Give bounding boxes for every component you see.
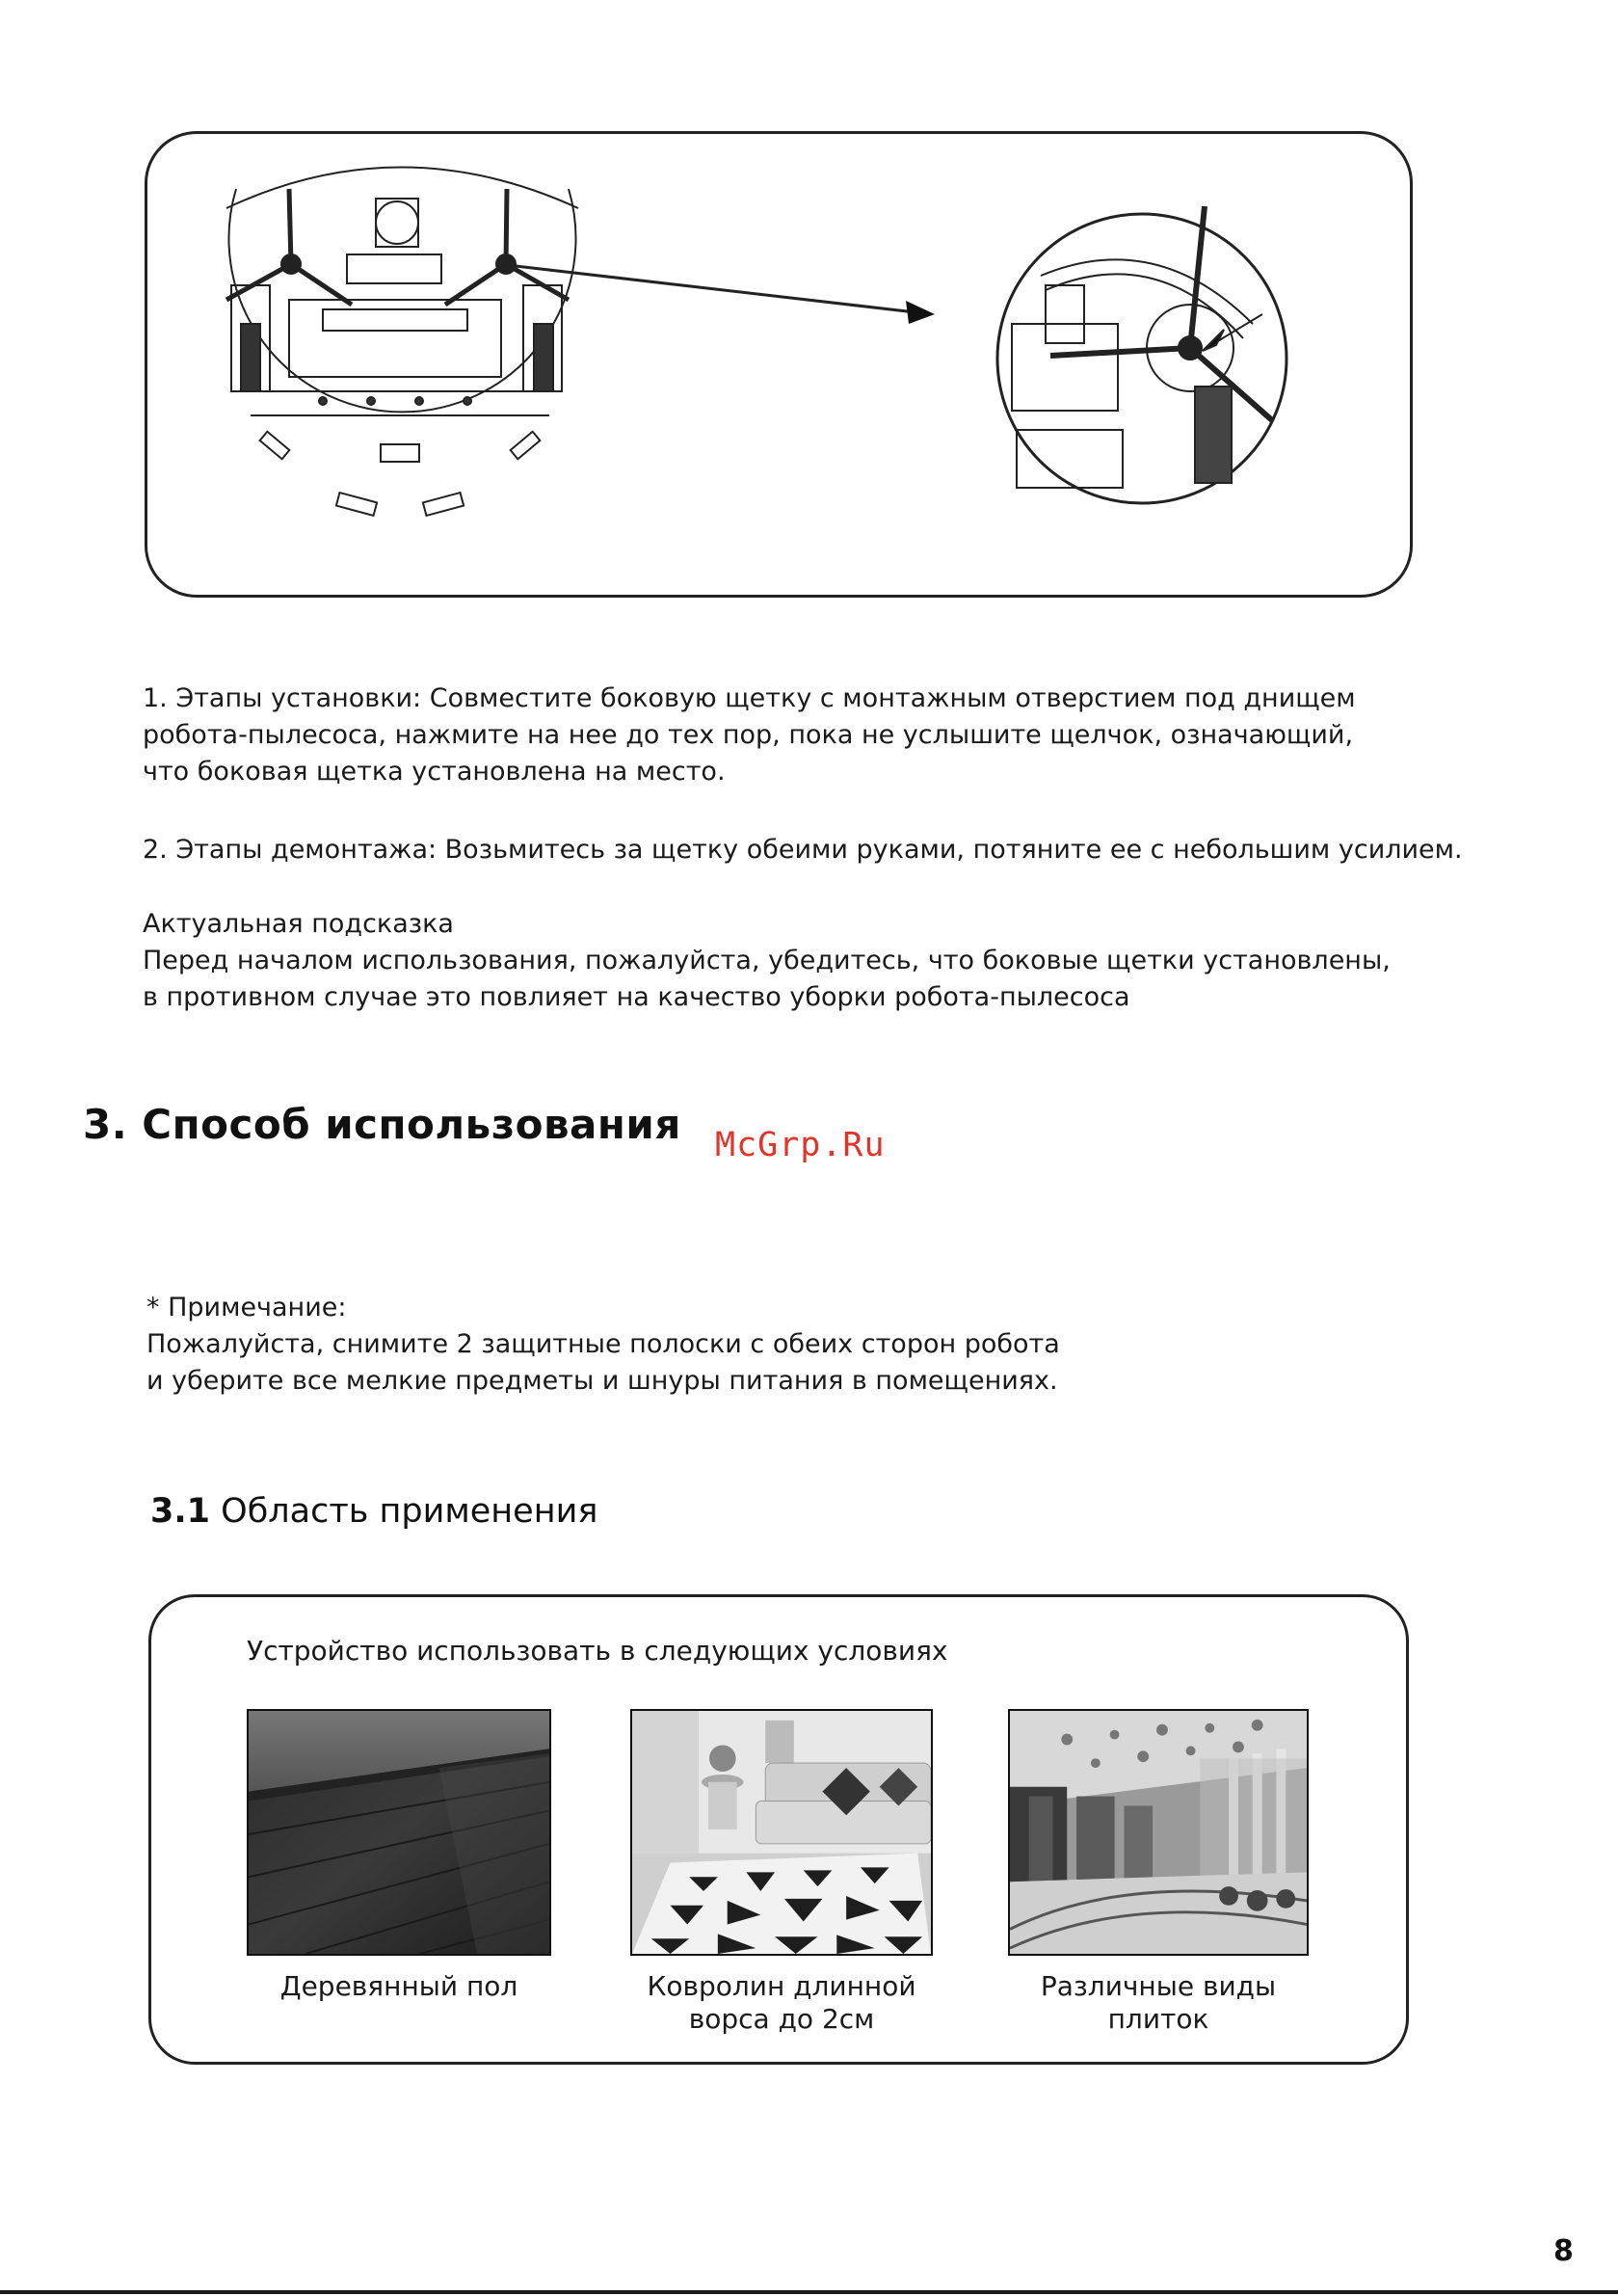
watermark-link[interactable]: McGrp.Ru — [715, 1126, 886, 1164]
caption-tiles — [998, 1970, 1318, 2036]
side-brush-installation-diagram — [145, 131, 1413, 598]
subsection-number: 3.1 — [150, 1492, 211, 1531]
text-line: что боковая щетка установлена на место. — [143, 757, 726, 787]
caption-line: плиток — [1107, 2003, 1209, 2035]
zoom-detail-circle — [997, 214, 1286, 503]
pointer-arrow — [516, 266, 915, 312]
text-line: Пожалуйста, снимите 2 защитные полоски с обеих сторон робота — [146, 1329, 1060, 1359]
tip-title: Актуальная подсказка — [143, 909, 454, 939]
caption-wooden-floor — [247, 1970, 551, 2003]
caption-line: ворса до 2см — [688, 2003, 875, 2035]
text-line: и уберите все мелкие предметы и шнуры питания в помещениях. — [146, 1366, 1058, 1396]
note-block — [146, 1290, 1060, 1400]
section-title: 3. Способ использования — [83, 1101, 681, 1148]
text-line: 2. Этапы демонтажа: Возьмитесь за щетку обеими руками, потяните ее с небольшим усилием. — [143, 835, 1463, 865]
text-line: робота-пылесоса, нажмите на нее до тех пор, пока не услышите щелчок, означающий, — [143, 720, 1354, 750]
usage-heading: Устройство использовать в следующих условиях — [247, 1635, 948, 1667]
text-line: Перед началом использования, пожалуйста, убедитесь, что боковые щетки установлены, — [143, 946, 1391, 975]
caption-carpet — [611, 1970, 952, 2036]
robot-top-module — [376, 201, 418, 244]
installation-step-1 — [143, 681, 1356, 790]
caption-line: Деревянный пол — [279, 1970, 518, 2002]
tip-block — [143, 906, 1391, 1016]
text-line: 1. Этапы установки: Совместите боковую щетку с монтажным отверстием под днищем — [143, 683, 1356, 713]
robot-brush-bay — [347, 254, 441, 283]
caption-line: Ковролин длинной — [647, 1970, 916, 2002]
note-title: * Примечание: — [146, 1293, 347, 1322]
subsection-label: Область применения — [221, 1492, 598, 1531]
subsection-title — [150, 1492, 597, 1531]
photo-carpet-room — [630, 1709, 933, 1956]
page-number: 8 — [1553, 2234, 1574, 2268]
text-line: в противном случае это повлияет на качество уборки робота-пылесоса — [143, 982, 1130, 1012]
photo-tiled-hall — [1008, 1709, 1309, 1956]
removal-step-2 — [143, 832, 1463, 868]
bottom-rule — [0, 2290, 1618, 2294]
caption-line: Различные виды — [1040, 1970, 1277, 2002]
photo-wooden-floor — [247, 1709, 551, 1956]
